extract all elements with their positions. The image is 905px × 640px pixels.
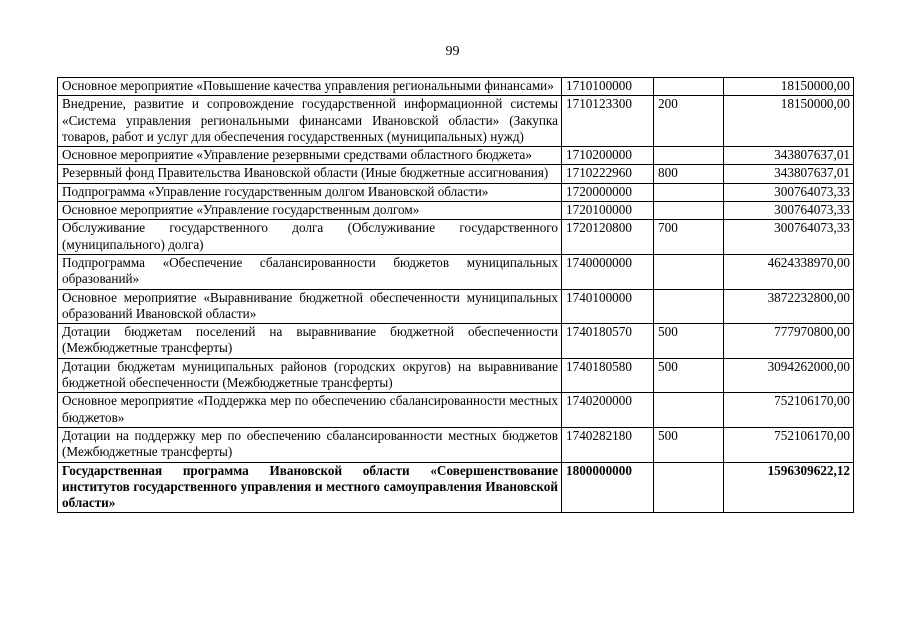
row-name: Основное мероприятие «Выравнивание бюджетной обеспеченности муниципальных образований Ивановской области»	[58, 289, 562, 324]
page-number: 99	[445, 44, 460, 59]
row-name: Внедрение, развитие и сопровождение государственной информационной системы «Система управления региональными финансами Ивановской области» (Закупка товаров, работ и услуг для обеспечения государственных (муниципальных) нужд)	[58, 96, 562, 147]
row-code: 1710222960	[562, 165, 654, 183]
row-expense-type	[654, 393, 724, 428]
row-expense-type	[654, 289, 724, 324]
row-amount: 300764073,33	[724, 202, 854, 220]
row-expense-type: 700	[654, 220, 724, 255]
row-expense-type	[654, 147, 724, 165]
row-expense-type: 500	[654, 358, 724, 393]
row-amount: 18150000,00	[724, 96, 854, 147]
row-amount: 4624338970,00	[724, 254, 854, 289]
budget-table	[57, 77, 854, 513]
row-expense-type: 200	[654, 96, 724, 147]
table-row-program-total	[58, 462, 854, 513]
table-row	[58, 220, 854, 255]
table-row	[58, 254, 854, 289]
row-name: Обслуживание государственного долга (Обслуживание государственного (муниципального) долга)	[58, 220, 562, 255]
table-row	[58, 393, 854, 428]
row-code: 1740180580	[562, 358, 654, 393]
row-expense-type	[654, 254, 724, 289]
table-row	[58, 202, 854, 220]
row-amount: 752106170,00	[724, 427, 854, 462]
row-expense-type	[654, 78, 724, 96]
row-code: 1710200000	[562, 147, 654, 165]
row-code: 1740200000	[562, 393, 654, 428]
row-amount: 1596309622,12	[724, 462, 854, 513]
row-amount: 3094262000,00	[724, 358, 854, 393]
table-row	[58, 183, 854, 201]
row-code: 1720100000	[562, 202, 654, 220]
row-name: Резервный фонд Правительства Ивановской области (Иные бюджетные ассигнования)	[58, 165, 562, 183]
row-code: 1720000000	[562, 183, 654, 201]
row-name: Основное мероприятие «Управление резервными средствами областного бюджета»	[58, 147, 562, 165]
row-expense-type: 800	[654, 165, 724, 183]
row-code: 1720120800	[562, 220, 654, 255]
row-code: 1710100000	[562, 78, 654, 96]
row-name: Государственная программа Ивановской области «Совершенствование институтов государственного управления и местного самоуправления Ивановской области»	[58, 462, 562, 513]
row-name: Основное мероприятие «Поддержка мер по обеспечению сбалансированности местных бюджетов»	[58, 393, 562, 428]
row-code: 1740100000	[562, 289, 654, 324]
row-code: 1800000000	[562, 462, 654, 513]
row-expense-type	[654, 202, 724, 220]
row-name: Подпрограмма «Обеспечение сбалансированности бюджетов муниципальных образований»	[58, 254, 562, 289]
table-row	[58, 289, 854, 324]
row-amount: 300764073,33	[724, 183, 854, 201]
row-expense-type: 500	[654, 324, 724, 359]
row-expense-type: 500	[654, 427, 724, 462]
row-expense-type	[654, 462, 724, 513]
row-amount: 777970800,00	[724, 324, 854, 359]
table-row	[58, 324, 854, 359]
row-code: 1740000000	[562, 254, 654, 289]
row-code: 1740282180	[562, 427, 654, 462]
row-amount: 343807637,01	[724, 147, 854, 165]
table-row	[58, 165, 854, 183]
row-name: Основное мероприятие «Управление государственным долгом»	[58, 202, 562, 220]
row-amount: 300764073,33	[724, 220, 854, 255]
table-row	[58, 96, 854, 147]
row-amount: 752106170,00	[724, 393, 854, 428]
row-code: 1740180570	[562, 324, 654, 359]
row-name: Подпрограмма «Управление государственным долгом Ивановской области»	[58, 183, 562, 201]
row-name: Основное мероприятие «Повышение качества управления региональными финансами»	[58, 78, 562, 96]
table-row	[58, 358, 854, 393]
row-name: Дотации бюджетам муниципальных районов (городских округов) на выравнивание бюджетной обеспеченности (Межбюджетные трансферты)	[58, 358, 562, 393]
row-name: Дотации бюджетам поселений на выравнивание бюджетной обеспеченности (Межбюджетные трансферты)	[58, 324, 562, 359]
row-amount: 3872232800,00	[724, 289, 854, 324]
row-code: 1710123300	[562, 96, 654, 147]
table-row	[58, 78, 854, 96]
row-amount: 18150000,00	[724, 78, 854, 96]
table-row	[58, 427, 854, 462]
row-amount: 343807637,01	[724, 165, 854, 183]
row-expense-type	[654, 183, 724, 201]
row-name: Дотации на поддержку мер по обеспечению сбалансированности местных бюджетов (Межбюджетные трансферты)	[58, 427, 562, 462]
table-row	[58, 147, 854, 165]
